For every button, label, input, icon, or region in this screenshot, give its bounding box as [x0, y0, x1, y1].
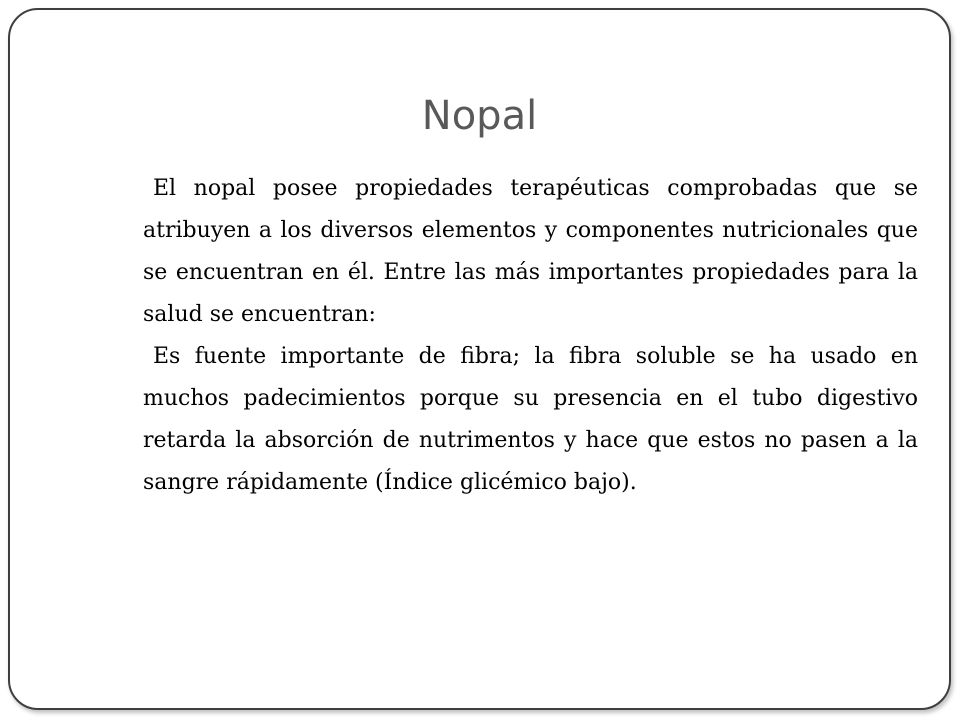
body-paragraph-1: El nopal posee propiedades terapéuticas comprobadas que se atribuyen a los diversos elementos y componentes nutricionales que se encuentran en él. Entre las más importantes propiedades para la salud se encuentran: [143, 176, 918, 327]
slide-frame [8, 8, 951, 710]
slide-title: Nopal [421, 93, 538, 139]
slide-body [143, 168, 918, 504]
body-paragraph-2: Es fuente importante de fibra; la fibra soluble se ha usado en muchos padecimientos porque su presencia en el tubo digestivo retarda la absorción de nutrimentos y hace que estos no pasen a la sangre rápidamente (Índice glicémico bajo). [143, 344, 918, 495]
